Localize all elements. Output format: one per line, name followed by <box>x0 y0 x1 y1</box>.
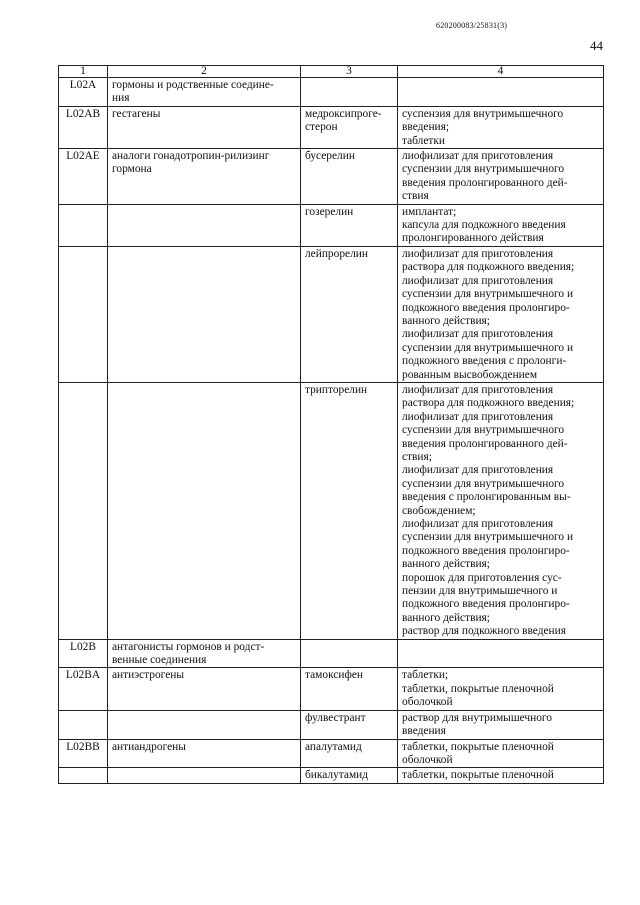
dosage-forms-cell <box>398 106 604 148</box>
group-name-cell-line: гормоны и родственные соедине- <box>112 79 274 91</box>
dosage-forms-cell <box>398 149 604 205</box>
drug-name-cell-line: апалутамид <box>305 740 362 753</box>
dosage-forms-cell-line: таблетки, покрытые пленочной <box>402 682 554 695</box>
group-name-cell <box>108 246 301 382</box>
dosage-forms-cell-line: лиофилизат для приготовления <box>402 410 554 423</box>
drug-name-cell-line: тамоксифен <box>305 669 364 682</box>
drug-name-cell <box>301 739 398 768</box>
dosage-forms-cell-line: раствор для подкожного введения <box>402 625 566 638</box>
group-name-cell-line: антиандрогены <box>112 740 186 753</box>
dosage-forms-cell-line: лиофилизат для приготовления <box>402 464 554 477</box>
dosage-forms-cell <box>398 639 604 668</box>
atc-code-cell: L02AE <box>59 149 108 205</box>
drug-name-cell <box>301 710 398 739</box>
dosage-forms-cell-line: суспензии для внутримышечного и <box>402 341 574 354</box>
table-header-row <box>59 66 604 78</box>
table-row <box>59 106 604 148</box>
drug-name-cell <box>301 246 398 382</box>
dosage-forms-cell-line: введения; <box>402 121 450 134</box>
dosage-forms-cell-line: введения пролонгированного дей- <box>402 176 568 189</box>
table-body <box>59 78 604 784</box>
group-name-cell <box>108 768 301 783</box>
drug-name-cell-line: стерон <box>305 121 338 134</box>
group-name-cell-line: аналоги гонадотропин-рилизинг <box>112 150 270 163</box>
dosage-forms-cell-line: подкожного введения пролонгиро- <box>402 544 570 557</box>
dosage-forms-cell-line: оболочкой <box>402 753 453 766</box>
dosage-forms-cell-line: подкожного введения пролонгиро- <box>402 598 570 611</box>
group-name-cell-line: венные соединения <box>112 654 207 667</box>
dosage-forms-cell-line: лиофилизат для приготовления <box>402 328 554 341</box>
drug-name-cell-line: бусерелин <box>305 150 355 163</box>
column-header-1: 1 <box>59 66 108 78</box>
group-name-cell-line: гормона <box>112 163 152 176</box>
dosage-forms-cell <box>398 668 604 710</box>
atc-code-cell <box>59 246 108 382</box>
drug-name-cell-line: гозерелин <box>305 205 354 218</box>
group-name-cell <box>108 149 301 205</box>
group-name-cell-line: гестагены <box>112 107 161 120</box>
drug-name-cell-line: трипторелин <box>305 383 368 396</box>
dosage-forms-cell-line: суспензии для внутримышечного и <box>402 531 574 544</box>
document-number: 620200083/25831(3) <box>436 21 508 30</box>
group-name-cell <box>108 106 301 148</box>
atc-code-cell <box>59 710 108 739</box>
group-name-cell-line: ния <box>112 92 130 105</box>
drug-name-cell <box>301 204 398 246</box>
group-name-cell-line: антиэстрогены <box>112 669 185 682</box>
dosage-forms-cell-line: таблетки <box>402 134 446 147</box>
dosage-forms-cell-line: суспензии для внутримышечного <box>402 163 565 176</box>
table-row <box>59 768 604 783</box>
dosage-forms-cell-line: лиофилизат для приготовления <box>402 518 554 530</box>
table-row <box>59 710 604 739</box>
dosage-forms-cell-line: ствия; <box>402 450 432 463</box>
dosage-forms-cell-line: пензии для внутримышечного и <box>402 585 558 598</box>
dosage-forms-cell <box>398 246 604 382</box>
dosage-forms-cell-line: раствор для внутримышечного <box>402 711 552 724</box>
group-name-cell <box>108 668 301 710</box>
drug-name-cell <box>301 639 398 668</box>
dosage-forms-cell-line: таблетки, покрытые пленочной <box>402 769 554 782</box>
atc-code-cell: L02BB <box>59 739 108 768</box>
dosage-forms-cell-line: введения <box>402 725 446 738</box>
drug-name-cell <box>301 382 398 639</box>
dosage-forms-cell-line: капсула для подкожного введения <box>402 219 566 232</box>
group-name-cell <box>108 78 301 107</box>
group-name-cell <box>108 739 301 768</box>
dosage-forms-cell-line: лиофилизат для приготовления <box>402 383 554 396</box>
drug-name-cell <box>301 768 398 783</box>
column-header-2: 2 <box>108 66 301 78</box>
dosage-forms-cell-line: суспензии для внутримышечного и <box>402 288 574 301</box>
atc-code-cell: L02A <box>59 78 108 107</box>
dosage-forms-cell-line: имплантат; <box>402 205 457 218</box>
table-row <box>59 246 604 382</box>
table-row <box>59 382 604 639</box>
dosage-forms-cell-line: ванного действия; <box>402 314 490 327</box>
dosage-forms-cell-line: порошок для приготовления сус- <box>402 571 562 584</box>
dosage-forms-cell <box>398 382 604 639</box>
table-row <box>59 149 604 205</box>
dosage-forms-cell-line: ванного действия; <box>402 611 490 624</box>
dosage-forms-cell-line: подкожного введения с пролонги- <box>402 355 567 368</box>
atc-code-cell: L02B <box>59 639 108 668</box>
drug-name-cell <box>301 149 398 205</box>
atc-code-cell: L02BA <box>59 668 108 710</box>
dosage-forms-cell-line: введения пролонгированного дей- <box>402 437 568 450</box>
drug-name-cell-line: медроксипроге- <box>305 107 382 120</box>
dosage-forms-cell-line: рованным высвобождением <box>402 368 538 381</box>
table-row <box>59 739 604 768</box>
atc-code-cell <box>59 768 108 783</box>
group-name-cell <box>108 382 301 639</box>
dosage-forms-cell-line: пролонгированного действия <box>402 232 544 245</box>
drug-name-cell <box>301 78 398 107</box>
dosage-forms-cell-line: раствора для подкожного введения; <box>402 397 575 410</box>
column-header-4: 4 <box>398 66 604 78</box>
atc-code-cell: L02AB <box>59 106 108 148</box>
page-number: 44 <box>590 38 603 53</box>
dosage-forms-cell-line: свобождением; <box>402 504 476 517</box>
group-name-cell <box>108 639 301 668</box>
dosage-forms-cell-line: ствия <box>402 190 429 203</box>
dosage-forms-cell-line: лиофилизат для приготовления <box>402 247 554 260</box>
dosage-forms-cell-line: суспензии для внутримышечного <box>402 477 565 490</box>
dosage-forms-cell-line: суспензии для внутримышечного <box>402 424 565 437</box>
dosage-forms-cell-line: оболочкой <box>402 696 453 709</box>
dosage-forms-cell <box>398 710 604 739</box>
drug-name-cell-line: лейпрорелин <box>305 247 368 260</box>
drug-name-cell-line: фулвестрант <box>305 711 366 724</box>
dosage-forms-cell-line: таблетки; <box>402 669 449 682</box>
dosage-forms-cell-line: лиофилизат для приготовления <box>402 150 554 163</box>
atc-code-cell <box>59 382 108 639</box>
dosage-forms-cell <box>398 739 604 768</box>
drug-name-cell <box>301 106 398 148</box>
dosage-forms-cell-line: подкожного введения пролонгиро- <box>402 301 570 314</box>
table-row <box>59 204 604 246</box>
drug-table <box>58 65 604 784</box>
dosage-forms-cell-line: суспензия для внутримышечного <box>402 107 564 120</box>
dosage-forms-cell-line: таблетки, покрытые пленочной <box>402 740 554 753</box>
table-row <box>59 78 604 107</box>
atc-code-cell <box>59 204 108 246</box>
group-name-cell <box>108 204 301 246</box>
dosage-forms-cell <box>398 768 604 783</box>
dosage-forms-cell-line: раствора для подкожного введения; <box>402 261 575 274</box>
drug-name-cell-line: бикалутамид <box>305 769 369 782</box>
dosage-forms-cell-line: лиофилизат для приготовления <box>402 274 554 287</box>
dosage-forms-cell <box>398 78 604 107</box>
column-header-3: 3 <box>301 66 398 78</box>
drug-name-cell <box>301 668 398 710</box>
dosage-forms-cell-line: ванного действия; <box>402 558 490 571</box>
dosage-forms-cell <box>398 204 604 246</box>
group-name-cell <box>108 710 301 739</box>
group-name-cell-line: антагонисты гормонов и родст- <box>112 640 265 653</box>
dosage-forms-cell-line: введения с пролонгированным вы- <box>402 491 571 504</box>
table-row <box>59 668 604 710</box>
table-row <box>59 639 604 668</box>
